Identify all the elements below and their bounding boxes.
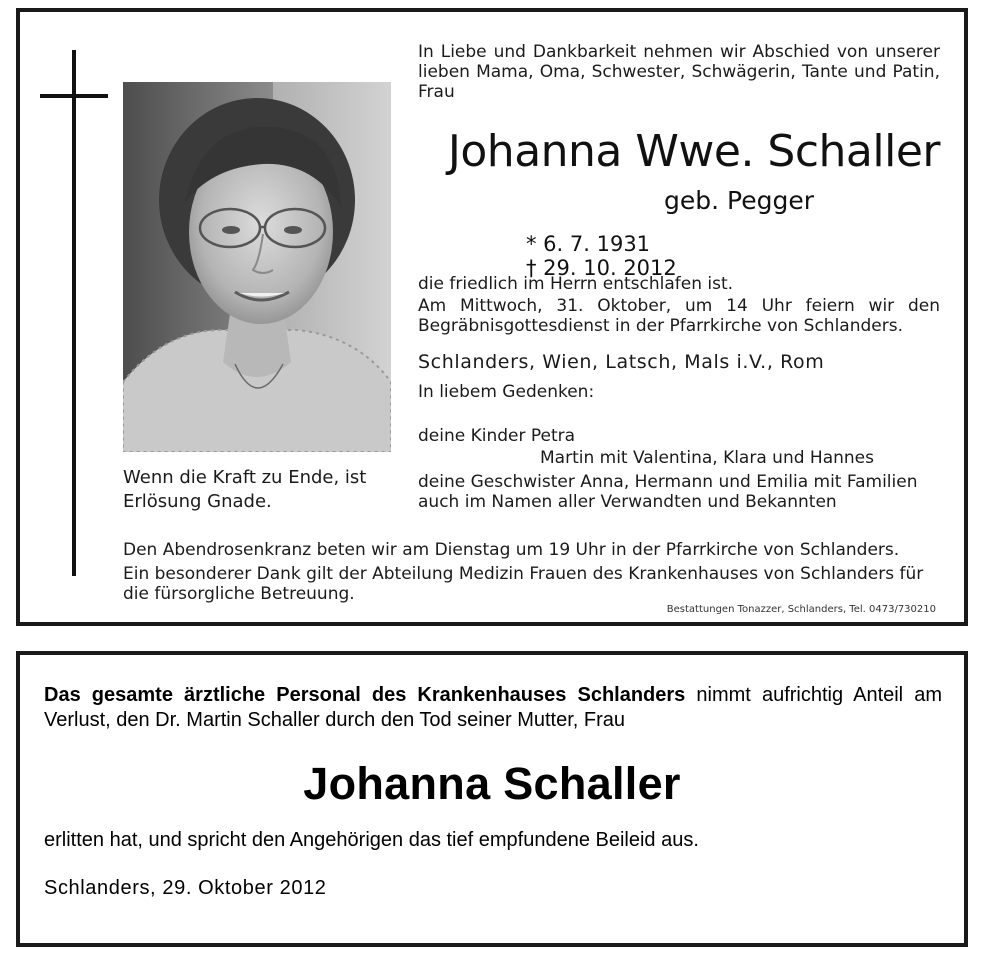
remembrance-text: In liebem Gedenken: <box>418 382 595 402</box>
condolence-lead-rest: nimmt aufrichtig Anteil am Verlust, den Dr. Martin Schaller durch den Tod seiner Mutter, Frau <box>44 684 943 731</box>
intro-text: In Liebe und Dankbarkeit nehmen wir Abschied von unserer lieben Mama, Oma, Schwester, Schwägerin, Tante und Patin, Frau <box>418 42 940 102</box>
death-date: † 29. 10. 2012 <box>526 256 677 280</box>
portrait-photo <box>123 82 391 452</box>
condolence-lead-bold: Das gesamte ärztliche Personal des Krankenhauses Schlanders <box>44 684 686 706</box>
condolence-lead <box>44 683 942 733</box>
condolence-place-date: Schlanders, 29. Oktober 2012 <box>44 877 327 899</box>
cross-icon <box>72 50 76 576</box>
life-dates <box>526 232 856 280</box>
obituary-notice <box>16 8 968 626</box>
condolence-name: Johanna Schaller <box>303 758 681 809</box>
birth-name: geb. Pegger <box>664 186 814 215</box>
condolence-notice <box>16 651 968 947</box>
passed-text: die friedlich im Herrn entschlafen ist. <box>418 274 734 294</box>
places-text: Schlanders, Wien, Latsch, Mals i.V., Rom <box>418 351 825 373</box>
birth-date: * 6. 7. 1931 <box>526 232 651 256</box>
deceased-name: Johanna Wwe. Schaller <box>447 126 940 177</box>
thanks-text: Ein besonderer Dank gilt der Abteilung Medizin Frauen des Krankenhauses von Schlanders für die fürsorgliche Betreuung. <box>123 564 924 604</box>
memorial-quote: Wenn die Kraft zu Ende, ist Erlösung Gnade. <box>123 467 367 512</box>
rosary-text: Den Abendrosenkranz beten wir am Dienstag um 19 Uhr in der Pfarrkirche von Schlanders. <box>123 540 900 560</box>
service-text: Am Mittwoch, 31. Oktober, um 14 Uhr feiern wir den Begräbnisgottesdienst in der Pfarrkirche von Schlanders. <box>418 296 940 336</box>
children-line-2: Martin mit Valentina, Klara und Hannes <box>540 448 874 468</box>
children-line-1: deine Kinder Petra <box>418 426 576 446</box>
undertaker-contact: Bestattungen Tonazzer, Schlanders, Tel. 0473/730210 <box>666 604 936 615</box>
siblings-text: deine Geschwister Anna, Hermann und Emilia mit Familien <box>418 472 918 492</box>
cross-icon-bar <box>40 94 108 98</box>
relatives-text: auch im Namen aller Verwandten und Bekannten <box>418 492 837 512</box>
condolence-body: erlitten hat, und spricht den Angehörigen das tief empfundene Beileid aus. <box>44 829 699 851</box>
